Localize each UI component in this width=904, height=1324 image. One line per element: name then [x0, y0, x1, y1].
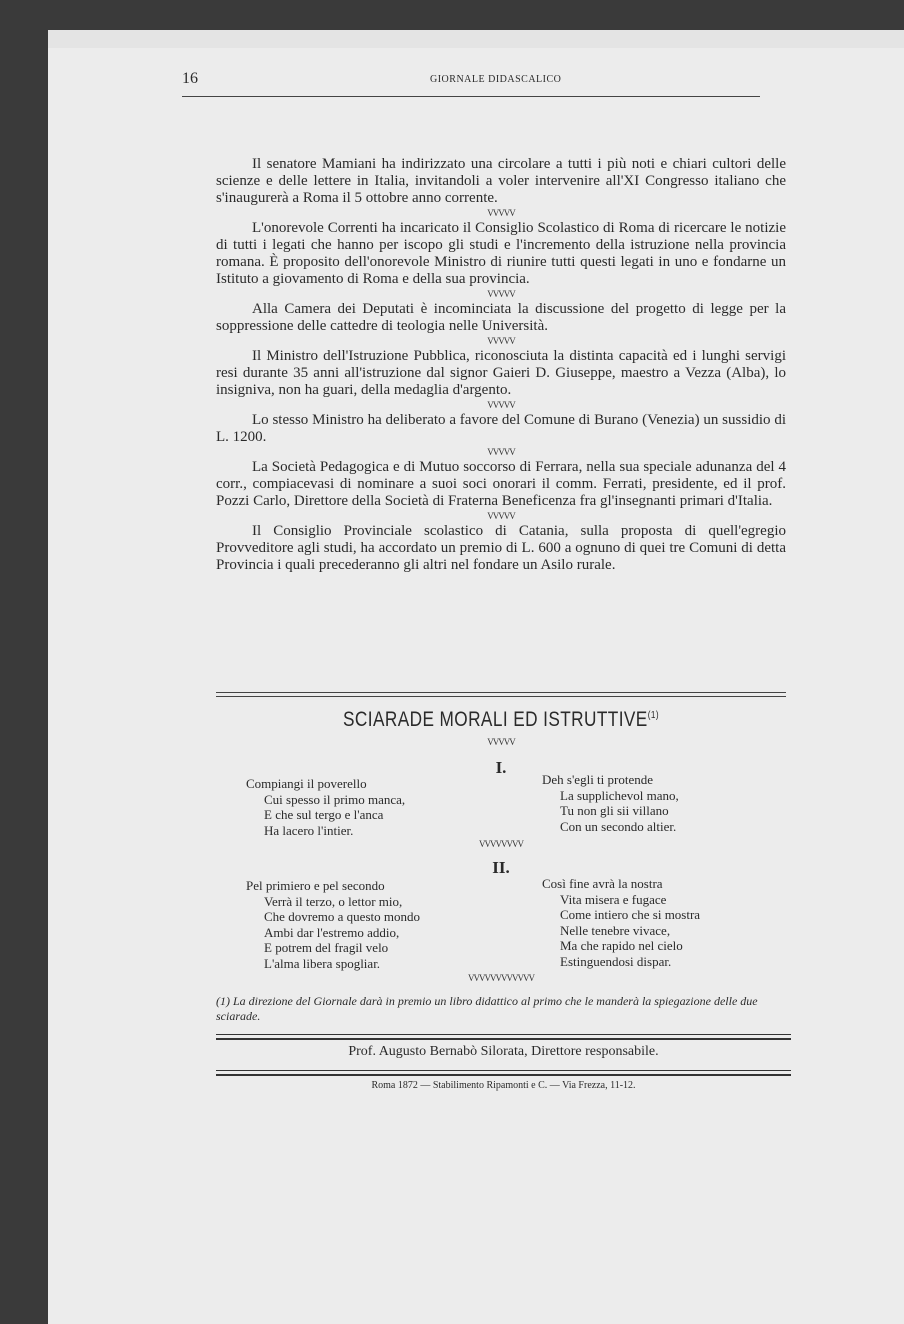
stanza-right	[542, 876, 700, 969]
news-item: La Società Pedagogica e di Mutuo soccorso di Ferrara, nella sua speciale adunanza del 4 corr., compiacevasi di nominare a suoi soci onorari il comm. Ferrati, presidente, ed il prof. Pozzi Carlo, Direttore della Società di Fraterna Beneficenza fra gl'insegnanti primari d'Italia.	[216, 459, 786, 509]
journal-title: GIORNALE DIDASCALICO	[430, 74, 562, 85]
ornament-divider: VVVVV	[487, 336, 515, 346]
ornament-divider: VVVVV	[487, 447, 515, 457]
verse-line: Pel primiero e pel secondo	[246, 878, 385, 893]
ornament-divider: VVVVV	[487, 208, 515, 218]
news-item: Il Consiglio Provinciale scolastico di Catania, sulla proposta di quell'egregio Provveditore agli studi, ha accordato un premio di L. 600 a ognuno di quei tre Comuni di detta Provincia i quali precederanno gli altri nel fondare un Asilo rurale.	[216, 523, 786, 573]
verse-line: La supplichevol mano,	[560, 787, 679, 803]
verse-line: L'alma libera spogliar.	[264, 955, 381, 971]
verse-line: Così fine avrà la nostra	[542, 876, 663, 891]
verse-line: Estinguendosi dispar.	[560, 953, 672, 969]
verse-line: Nelle tenebre vivace,	[560, 922, 671, 938]
ornament-divider: VVVVV	[487, 289, 515, 299]
news-item: Alla Camera dei Deputati è incominciata la discussione del progetto di legge per la soppressione delle cattedre di teologia nelle Università.	[216, 301, 786, 334]
news-item: Il senatore Mamiani ha indirizzato una circolare a tutti i più noti e chiari cultori delle scienze e delle lettere in Italia, invitandoli a voler intervenire all'XI Congresso italiano che s'inaugurerà a Roma il 5 ottobre anno corrente.	[216, 156, 786, 206]
stanza-left	[246, 776, 405, 838]
verse-line: Deh s'egli ti protende	[542, 772, 654, 787]
verse-line: E che sul tergo e l'anca	[264, 807, 384, 822]
verse-line: Vita misera e fugace	[560, 891, 667, 907]
verse-line: Tu non gli sii villano	[560, 803, 669, 818]
verse-line: Ha lacero l'intier.	[264, 822, 354, 838]
verse-line: Ma che rapido nel cielo	[560, 938, 683, 953]
rule	[216, 1070, 791, 1076]
news-item: L'onorevole Correnti ha incaricato il Consiglio Scolastico di Roma di ricercare le notizie di tutti i legati che hanno per iscopo gli studi e l'incremento della istruzione nella provincia romana. È proposito dell'onorevole Ministro di riunire tutti questi legati in uno e fondarne un Istituto a giovamento di Roma e della sua provincia.	[216, 220, 786, 287]
page-number: 16	[182, 70, 198, 87]
footnote: (1) La direzione del Giornale darà in premio un libro didattico al primo che le manderà la spiegazione delle due sciarade.	[216, 994, 758, 1023]
news-item: Lo stesso Ministro ha deliberato a favore del Comune di Burano (Venezia) un sussidio di L. 1200.	[216, 412, 786, 445]
verse-line: Cui spesso il primo manca,	[264, 791, 406, 807]
section-title-text: SCIARADE MORALI ED ISTRUTTIVE	[343, 708, 648, 731]
section-rule	[216, 692, 786, 697]
news-item: Il Ministro dell'Istruzione Pubblica, riconosciuta la distinta capacità ed i lunghi servigi resi durante 35 anni all'istruzione dal signor Gaieri D. Giuseppe, maestro a Vezza (Alba), lo insigniva, non ha guari, della medaglia d'argento.	[216, 348, 786, 398]
verse-line: E potrem del fragil velo	[264, 940, 389, 955]
ornament-divider: VVVVVVVV	[479, 839, 523, 849]
verse-line: Come intiero che si mostra	[560, 907, 701, 922]
imprint: Roma 1872 — Stabilimento Ripamonti e C. — Via Frezza, 11-12.	[371, 1080, 636, 1091]
rule	[216, 1034, 791, 1040]
verse-line: Con un secondo altier.	[560, 818, 677, 834]
stanza-right	[542, 772, 679, 834]
ornament-divider: VVVVV	[487, 737, 515, 747]
signature: Prof. Augusto Bernabò Silorata, Direttore responsabile.	[348, 1044, 659, 1059]
section-title	[267, 708, 734, 732]
verse-line: Ambi dar l'estremo addio,	[264, 924, 400, 940]
ornament-divider: VVVVV	[487, 511, 515, 521]
verse-line: Verrà il terzo, o lettor mio,	[264, 893, 403, 909]
verse-line: Che dovremo a questo mondo	[264, 909, 420, 924]
ornament-divider: VVVVVVVVVVVV	[468, 973, 534, 983]
ornament-divider: VVVVV	[487, 400, 515, 410]
charade-numeral: II.	[492, 858, 510, 877]
charade-numeral: I.	[495, 758, 507, 777]
charades-block	[216, 0, 791, 1324]
stanza-left	[246, 878, 420, 971]
footnote-mark: (1)	[647, 710, 659, 721]
verse-line: Compiangi il poverello	[246, 776, 367, 791]
